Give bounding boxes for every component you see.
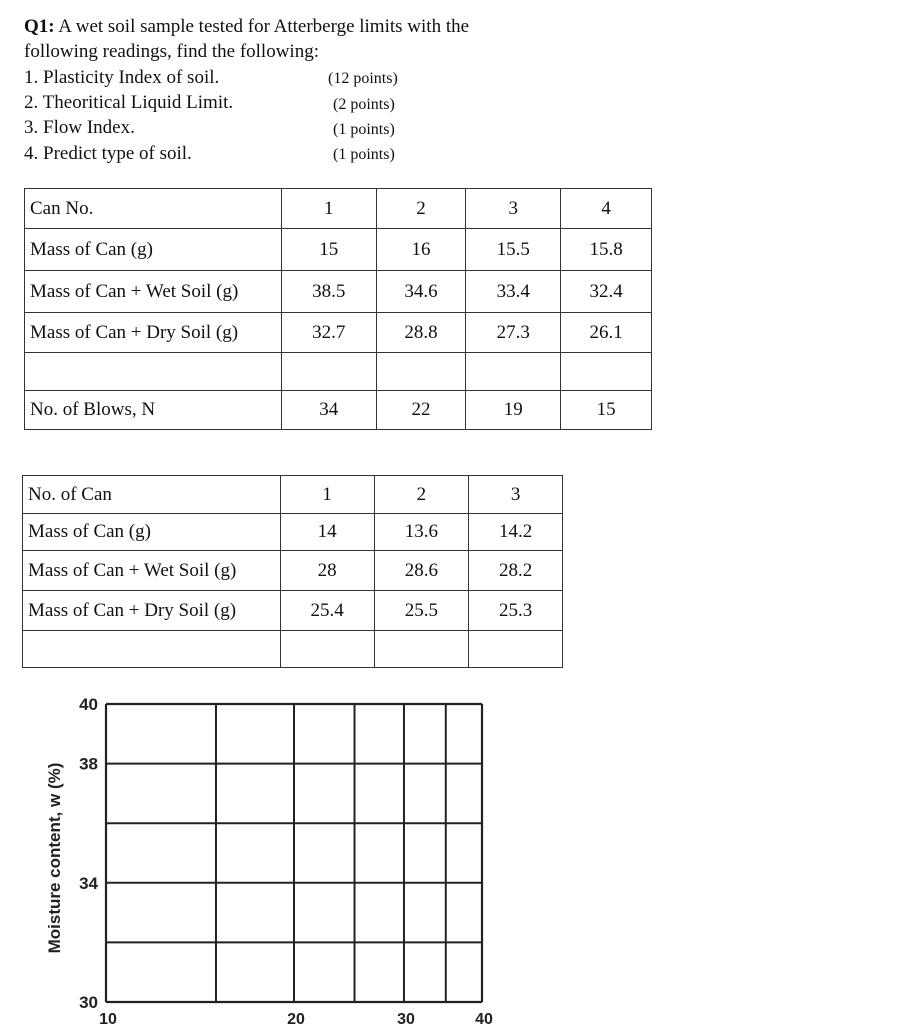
x-tick-label: 40 <box>475 1011 493 1024</box>
row-label: Mass of Can (g) <box>25 229 282 271</box>
chart-gridlines <box>106 704 482 1002</box>
table-row <box>23 551 563 591</box>
cell: 14 <box>280 514 374 551</box>
task-3-points: (1 points) <box>333 121 395 138</box>
row-label: No. of Can <box>23 476 281 514</box>
cell: 15.5 <box>466 229 561 271</box>
cell: 22 <box>376 391 466 430</box>
cell: 13.6 <box>374 514 469 551</box>
cell: 3 <box>469 476 563 514</box>
cell <box>466 353 561 391</box>
table-row <box>25 391 652 430</box>
table-row <box>25 271 652 313</box>
task-4-points: (1 points) <box>333 146 395 163</box>
plastic-limit-table <box>22 475 563 668</box>
cell: 2 <box>374 476 469 514</box>
cell: 19 <box>466 391 561 430</box>
cell: 2 <box>376 189 466 229</box>
liquid-limit-table <box>24 188 652 430</box>
cell <box>281 353 376 391</box>
row-label: Mass of Can (g) <box>23 514 281 551</box>
row-label: No. of Blows, N <box>25 391 282 430</box>
table-row-empty <box>23 631 563 668</box>
task-1-points: (12 points) <box>328 70 398 87</box>
cell: 25.5 <box>374 591 469 631</box>
cell: 4 <box>561 189 652 229</box>
x-tick-label: 10 <box>99 1011 117 1024</box>
cell: 16 <box>376 229 466 271</box>
cell: 28 <box>280 551 374 591</box>
cell: 28.2 <box>469 551 563 591</box>
cell <box>280 631 374 668</box>
cell <box>374 631 469 668</box>
cell: 15.8 <box>561 229 652 271</box>
y-axis-label: Moisture content, w (%) <box>45 762 64 954</box>
table-row <box>25 229 652 271</box>
y-tick-label: 40 <box>79 695 98 714</box>
task-2: 2. Theoritical Liquid Limit. <box>24 92 234 113</box>
row-label: Mass of Can + Wet Soil (g) <box>23 551 281 591</box>
cell: 38.5 <box>281 271 376 313</box>
row-label: Mass of Can + Wet Soil (g) <box>25 271 282 313</box>
table-row <box>25 189 652 229</box>
table-row <box>25 313 652 353</box>
x-tick-label: 20 <box>287 1011 305 1024</box>
task-2-points: (2 points) <box>333 96 395 113</box>
cell <box>561 353 652 391</box>
question-line-1 <box>24 14 469 39</box>
cell: 3 <box>466 189 561 229</box>
table-row <box>23 476 563 514</box>
table-row <box>23 514 563 551</box>
row-label: Can No. <box>25 189 282 229</box>
row-label: Mass of Can + Dry Soil (g) <box>25 313 282 353</box>
y-tick-label: 30 <box>79 993 98 1012</box>
cell: 33.4 <box>466 271 561 313</box>
x-tick-label: 30 <box>397 1011 415 1024</box>
chart-tick-labels <box>79 695 493 1024</box>
cell: 1 <box>281 189 376 229</box>
table-row-empty <box>25 353 652 391</box>
task-4: 4. Predict type of soil. <box>24 143 192 164</box>
question-text-1: A wet soil sample tested for Atterberge limits with the <box>54 16 470 37</box>
cell: 15 <box>561 391 652 430</box>
cell <box>469 631 563 668</box>
cell: 34.6 <box>376 271 466 313</box>
cell: 27.3 <box>466 313 561 353</box>
task-3: 3. Flow Index. <box>24 117 135 138</box>
question-text-2: following readings, find the following: <box>24 41 319 62</box>
y-tick-label: 34 <box>79 873 98 893</box>
cell: 32.7 <box>281 313 376 353</box>
row-label <box>25 353 282 391</box>
cell: 34 <box>281 391 376 430</box>
cell: 32.4 <box>561 271 652 313</box>
task-1: 1. Plasticity Index of soil. <box>24 67 220 88</box>
cell: 14.2 <box>469 514 563 551</box>
cell: 28.8 <box>376 313 466 353</box>
cell: 1 <box>280 476 374 514</box>
cell: 25.4 <box>280 591 374 631</box>
row-label: Mass of Can + Dry Soil (g) <box>23 591 281 631</box>
cell: 15 <box>281 229 376 271</box>
table-row <box>23 591 563 631</box>
cell: 28.6 <box>374 551 469 591</box>
row-label <box>23 631 281 668</box>
y-tick-label: 38 <box>79 754 98 774</box>
flow-curve-chart <box>36 688 506 1024</box>
cell: 25.3 <box>469 591 563 631</box>
cell <box>376 353 466 391</box>
cell: 26.1 <box>561 313 652 353</box>
question-label: Q1: <box>24 16 55 37</box>
